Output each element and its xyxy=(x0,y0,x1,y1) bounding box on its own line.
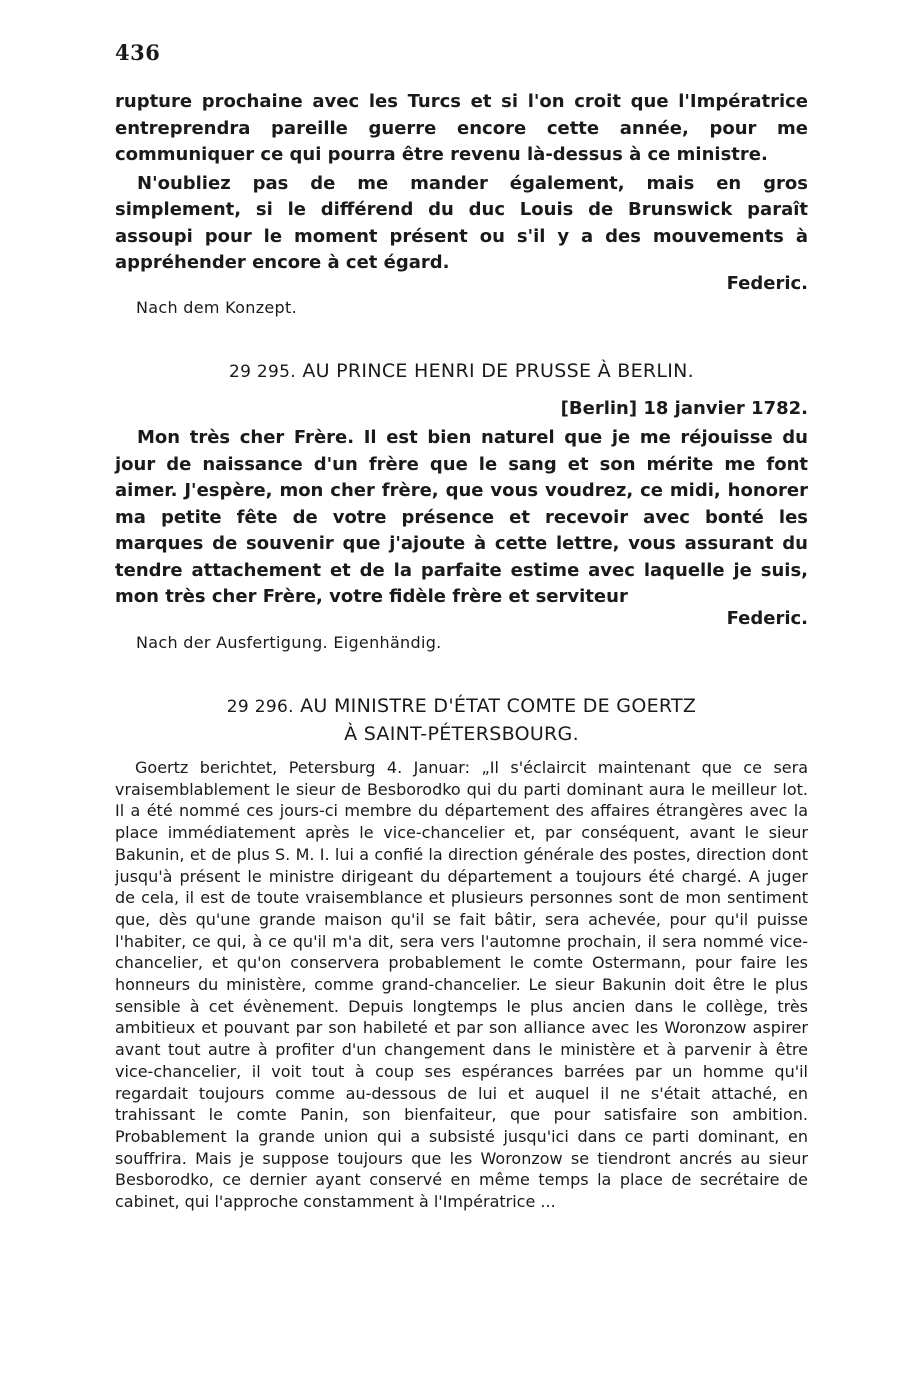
letter-number: 29 296. xyxy=(226,697,294,717)
letter-title-line2: À SAINT-PÉTERSBOURG. xyxy=(344,723,579,745)
letter-title: AU MINISTRE D'ÉTAT COMTE DE GOERTZ xyxy=(300,695,697,717)
paragraph: Mon très cher Frère. Il est bien naturel que je me réjouisse du jour de naissance d'un frère que le sang et son mérite me font aimer. J'espère, mon cher frère, que vous voudrez, ce midi, honorer ma petite fête de votre présence et recevoir avec bonté les marques de souvenir que j'ajoute à cette lettre, vous assurant du tendre attachement et de la parfaite estime avec laquelle je suis, mon très cher Frère, votre fidèle frère et serviteur xyxy=(115,427,808,607)
letter-title: AU PRINCE HENRI DE PRUSSE À BERLIN. xyxy=(302,360,695,382)
paragraph: Goertz berichtet, Petersburg 4. Januar: „Il s'éclaircit maintenant que ce sera vraisemblablement le sieur de Besborodko qui du parti dominant aura le meilleur lot. Il a été nommé ces jours-ci membre du département des affaires étrangères avec la place immédiatement après le vice-chancelier et, par conséquent, avant le sieur Bakunin, et de plus S. M. I. lui a confié la direction générale des postes, direction dont jusqu'à présent le ministre dirigeant du département a toujours été chargé. A juger de cela, il est de toute vraisemblance et plusieurs personnes sont de mon sentiment que, dès qu'une grande maison qu'il se fait bâtir, sera achevée, pour qu'il puisse l'habiter, ce qui, à ce qu'il m'a dit, sera vers l'automne prochain, il sera nommé vice-chancelier, et qu'on conservera probablement le comte Ostermann, pour faire les honneurs du ministère, comme grand-chancelier. Le sieur Bakunin doit être le plus sensible à cet évènement. Depuis longtemps le plus ancien dans le collège, très ambitieux et pouvant par son habileté et par son alliance avec les Woronzow aspirer avant tout autre à profiter d'un changement dans le ministère et à parvenir à être vice-chancelier, il voit tout à coup ses espérances barrées par un homme qu'il regardait toujours comme au-dessous de lui et auquel il ne s'était attaché, en trahissant le comte Panin, son bienfaiteur, que pour satisfaire son ambition. Probablement la grande union qui a subsisté jusqu'ici dans ce parti dominant, en souffrira. Mais je suppose toujours que les Woronzow se tiendront ancrés au sieur Besborodko, ce dernier ayant conservé en même temps la place de secrétaire de cabinet, qui l'approche constamment à l'Impératrice ... xyxy=(115,758,808,1212)
letter-body xyxy=(115,425,808,611)
dateline: [Berlin] 18 janvier 1782. xyxy=(560,398,808,419)
paragraph: N'oubliez pas de me mander également, mais en gros simplement, si le différend du duc Louis de Brunswick paraît assoupi pour le moment présent ou s'il y a des mouvements à appréhender encore à cet égard. xyxy=(115,172,808,273)
report-summary xyxy=(115,757,808,1213)
source-note: Nach der Ausfertigung. Eigenhändig. xyxy=(136,633,442,652)
signature: Federic. xyxy=(726,608,808,629)
letter-heading xyxy=(115,358,808,386)
letter-heading xyxy=(115,693,808,748)
previous-letter-text xyxy=(115,89,808,277)
letter-number: 29 295. xyxy=(228,362,296,382)
source-note: Nach dem Konzept. xyxy=(136,298,297,317)
signature: Federic. xyxy=(726,273,808,294)
page-number: 436 xyxy=(115,40,161,65)
paragraph: rupture prochaine avec les Turcs et si l'on croit que l'Impératrice entreprendra pareille guerre encore cette année, pour me communiquer ce qui pourra être revenu là-dessus à ce ministre. xyxy=(115,91,808,165)
